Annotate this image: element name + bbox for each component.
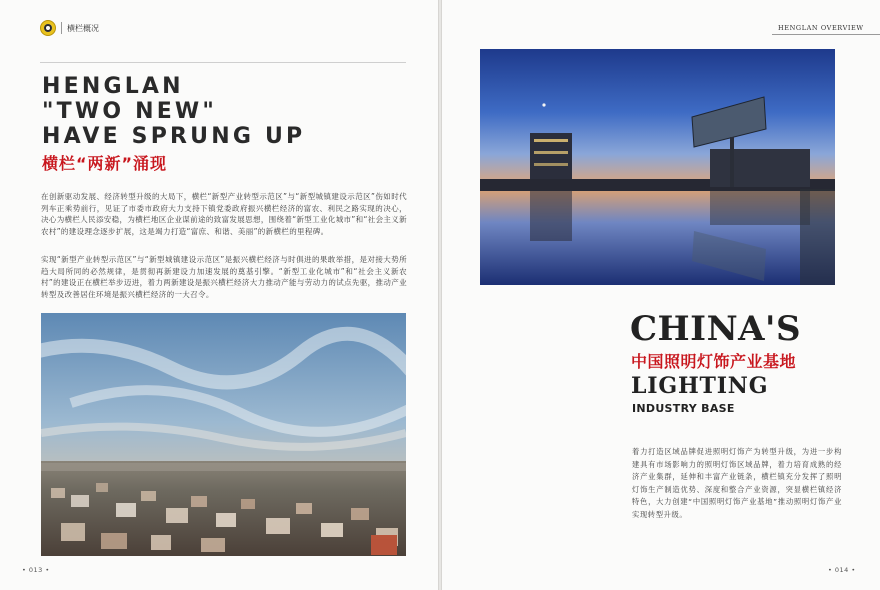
title-chinese: 中国照明灯饰产业基地 [631,352,797,371]
page-number: • 013 • [22,566,50,574]
section-divider [61,22,62,34]
section-tag [40,20,99,36]
title-line: "TWO NEW" [42,99,218,124]
section-label: 横栏概况 [67,23,99,33]
left-page [0,0,438,590]
title-line: HAVE SPRUNG UP [42,124,306,149]
running-head: HENGLAN OVERVIEW [778,24,864,32]
title-chinese: 横栏“两新”涌现 [42,154,168,173]
title-english [42,74,305,149]
right-page [442,0,880,590]
title-line: HENGLAN [42,74,184,99]
title-industry-base: INDUSTRY BASE [632,402,735,415]
body-paragraph: 着力打造区域品牌促进照明灯饰产为转型升级，为进一步构建具有市场影响力的照明灯饰区域品牌，着力培育成熟的经济产业集群，延伸和丰富产业链条，横栏镇充分发挥了照明灯饰生产制造优势、深度和整合产业资源，突显横栏镇经济特色，大力创建“中国照明灯饰产业基地”推动照明灯饰产业实现转型升级。 [632,447,842,519]
page-number: • 014 • [828,566,856,574]
header-rule [40,62,406,63]
logo-icon [40,20,56,36]
title-lighting: LIGHTING [631,373,769,399]
body-paragraph: 在创新驱动发展、经济转型升级的大局下，横栏“新型产业转型示范区”与“新型城镇建设示范区”伤如时代列车正乘势前行，见证了市委市政府大力支持下镇党委政府振兴横栏经济的富农、利民之路实现的决心，决心为横栏人民添安稳，为横栏地区企业谋前途的致富发展思想，围绕着“新型工业化城市”和“社会主义新农村”的建设理念逐步扩展，这是竭力打造“富庶、和谐、美丽”的新横栏的里程碑。 [41,192,407,236]
title-chinas: CHINA'S [630,309,802,349]
city-aerial-photo [41,313,406,556]
body-paragraph: 实现“新型产业转型示范区”与“新型城镇建设示范区”是振兴横栏经济与时俱进的果敢举措，是对接大势所趋大局所同的必然规律，是贯彻再新建设力加速发展的奠基引擎。“新型工业化城市”和“社会主义新农村”的建设正在横栏举步迈进，着力两新建设是振兴横栏经济大力推动产能与劳动力的试点先驱，推动产业转型及改善居住环境是振兴横栏经济的一大召令。 [41,255,407,299]
header-rule [772,34,880,35]
lakeside-night-photo [480,49,835,285]
